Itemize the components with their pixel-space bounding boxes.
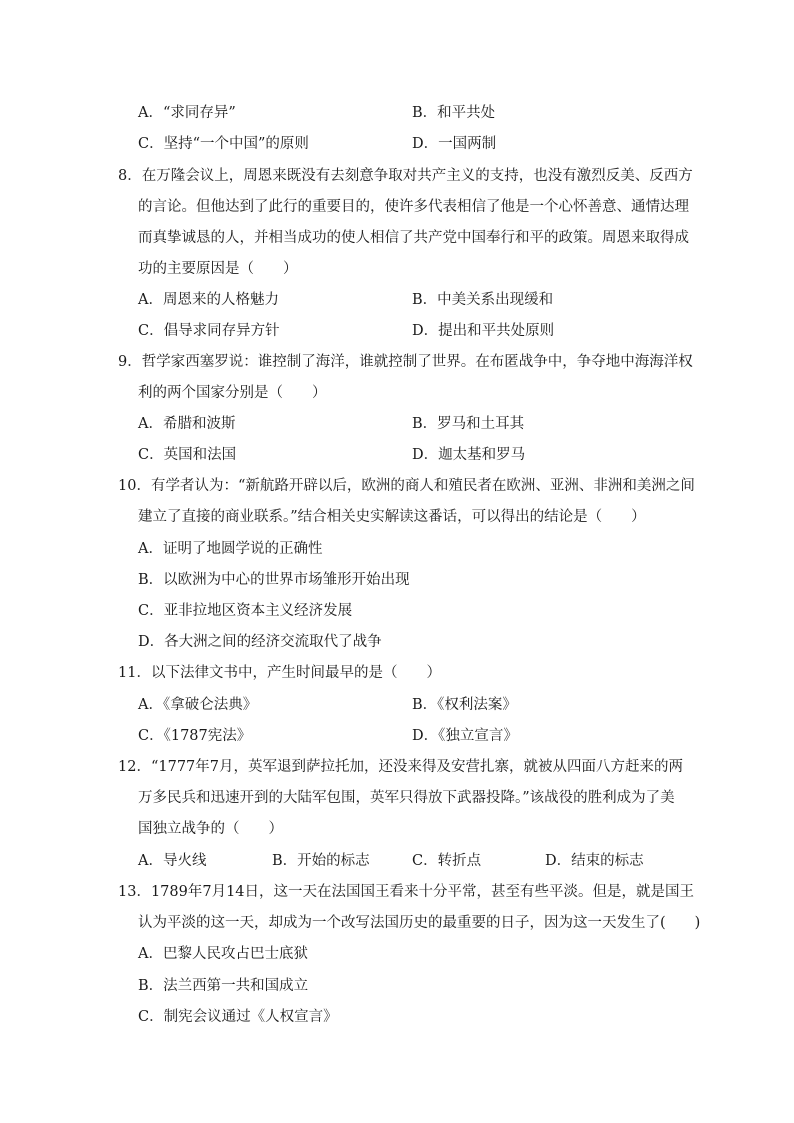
q8-stem-line-3: 而真挚诚恳的人，并相当成功的使人相信了共产党中国奉行和平的政策。周恩来取得成 — [138, 230, 689, 246]
q8-option-c: C．倡导求同存异方针 — [138, 323, 280, 339]
q12-option-b: B．开始的标志 — [272, 853, 370, 869]
q7-option-b: B．和平共处 — [412, 105, 496, 121]
q13-option-a: A．巴黎人民攻占巴士底狱 — [138, 946, 308, 962]
q10-stem-line-2: 建立了直接的商业联系。”结合相关史实解读这番话，可以得出的结论是（ ） — [138, 509, 646, 525]
q12-option-a: A．导火线 — [138, 853, 207, 869]
q9-option-a: A．希腊和波斯 — [138, 416, 236, 432]
q13-stem-line-1: 13．1789年7月14日，这一天在法国国王看来十分平常，甚至有些平淡。但是，就是国王 — [118, 884, 695, 900]
q12-stem-line-2: 万多民兵和迅速开到的大陆军包围，英军只得放下武器投降。”该战役的胜利成为了美 — [138, 790, 675, 806]
q12-stem-line-3: 国独立战争的（ ） — [138, 821, 283, 837]
q10-stem-line-1: 10．有学者认为：“新航路开辟以后，欧洲的商人和殖民者在欧洲、亚洲、非洲和美洲之间 — [118, 478, 695, 494]
q9-option-b: B．罗马和土耳其 — [412, 416, 525, 432]
q9-stem-line-2: 利的两个国家分别是（ ） — [138, 385, 327, 401]
q13-stem-line-2: 认为平淡的这一天，却成为一个改写法国历史的最重要的日子，因为这一天发生了( ) — [138, 915, 701, 931]
q10-option-b: B．以欧洲为中心的世界市场雏形开始出现 — [138, 572, 410, 588]
q10-option-a: A．证明了地圆学说的正确性 — [138, 541, 323, 557]
q11-option-b: B．《权利法案》 — [412, 697, 517, 713]
q11-stem-line-1: 11．以下法律文书中，产生时间最早的是（ ） — [118, 665, 441, 681]
q11-option-a: A．《拿破仑法典》 — [138, 697, 258, 713]
q7-option-d: D．一国两制 — [412, 136, 497, 152]
q8-option-a: A．周恩来的人格魅力 — [138, 292, 279, 308]
q7-option-a: A．“求同存异” — [138, 105, 236, 121]
q7-option-c: C．坚持“一个中国”的原则 — [138, 136, 309, 152]
q12-option-c: C．转折点 — [412, 853, 482, 869]
q8-stem-line-1: 8．在万隆会议上，周恩来既没有去刻意争取对共产主义的支持，也没有激烈反美、反西方 — [118, 168, 693, 184]
q12-option-d: D．结束的标志 — [545, 853, 644, 869]
q10-option-d: D．各大洲之间的经济交流取代了战争 — [138, 634, 382, 650]
q11-option-c: C．《1787宪法》 — [138, 728, 252, 744]
q10-option-c: C．亚非拉地区资本主义经济发展 — [138, 603, 353, 619]
q9-option-c: C．英国和法国 — [138, 447, 237, 463]
q13-option-b: B．法兰西第一共和国成立 — [138, 978, 309, 994]
q8-option-b: B．中美关系出现缓和 — [412, 292, 554, 308]
q9-stem-line-1: 9．哲学家西塞罗说：谁控制了海洋，谁就控制了世界。在布匿战争中，争夺地中海海洋权 — [118, 354, 693, 370]
q8-stem-line-2: 的言论。但他达到了此行的重要目的，使许多代表相信了他是一个心怀善意、通情达理 — [138, 199, 689, 215]
q11-option-d: D．《独立宣言》 — [412, 728, 518, 744]
q12-stem-line-1: 12．“1777年7月，英军退到萨拉托加，还没来得及安营扎寨，就被从四面八方赶来的两 — [118, 759, 683, 775]
q8-option-d: D．提出和平共处原则 — [412, 323, 555, 339]
q9-option-d: D．迦太基和罗马 — [412, 447, 526, 463]
q8-stem-line-4: 功的主要原因是（ ） — [138, 261, 298, 277]
q13-option-c: C．制宪会议通过《人权宣言》 — [138, 1009, 338, 1025]
